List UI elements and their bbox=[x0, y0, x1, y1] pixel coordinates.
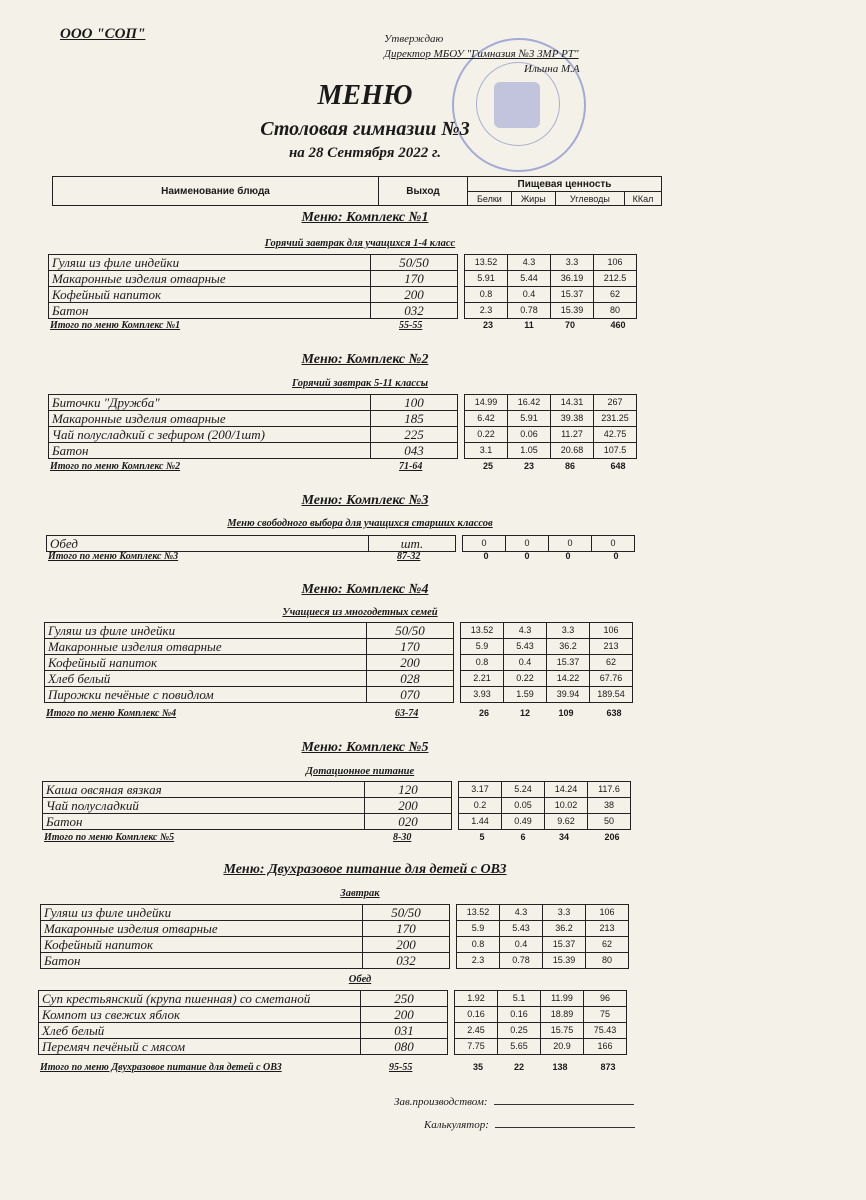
dish-output: 200 bbox=[363, 937, 450, 953]
dish-kcal: 75.43 bbox=[584, 1023, 627, 1039]
approval-name: Ильина М.А bbox=[524, 63, 580, 75]
cell-gap bbox=[454, 687, 461, 703]
table-row bbox=[43, 814, 631, 830]
cell-gap bbox=[448, 991, 455, 1007]
dish-carbs: 36.19 bbox=[551, 271, 594, 287]
cell-gap bbox=[458, 287, 465, 303]
table-row bbox=[49, 303, 637, 319]
menu-table bbox=[44, 622, 633, 703]
section-subtitle: Горячий завтрак для учащихся 1-4 класс bbox=[264, 238, 456, 249]
section-subtitle: Учащиеся из многодетных семей bbox=[282, 607, 438, 618]
total-row bbox=[50, 461, 660, 475]
header-protein: Белки bbox=[468, 192, 512, 206]
dish-fat: 0.49 bbox=[502, 814, 545, 830]
header-kcal: ККал bbox=[625, 192, 662, 206]
dish-output: 070 bbox=[367, 687, 454, 703]
total-row bbox=[48, 551, 658, 565]
total-output: 55-55 bbox=[399, 320, 423, 331]
dish-fat: 5.44 bbox=[508, 271, 551, 287]
dish-protein: 1.44 bbox=[459, 814, 502, 830]
approval-position: Директор МБОУ "Гимназия №3 ЗМР РТ" bbox=[384, 48, 579, 60]
dish-carbs: 39.38 bbox=[551, 411, 594, 427]
dish-kcal: 62 bbox=[594, 287, 637, 303]
dish-carbs: 20.68 bbox=[551, 443, 594, 459]
dish-name: Хлеб белый bbox=[45, 671, 367, 687]
total-fat: 11 bbox=[524, 320, 534, 330]
menu-table bbox=[40, 904, 629, 969]
dish-protein: 13.52 bbox=[457, 905, 500, 921]
dish-carbs: 36.2 bbox=[547, 639, 590, 655]
dish-kcal: 80 bbox=[586, 953, 629, 969]
dish-name: Макаронные изделия отварные bbox=[49, 271, 371, 287]
dish-name: Хлеб белый bbox=[39, 1023, 361, 1039]
signature-production-label: Зав.производством: bbox=[394, 1096, 488, 1108]
total-fat: 22 bbox=[513, 1062, 524, 1072]
dish-output: 020 bbox=[365, 814, 452, 830]
dish-name: Каша овсяная вязкая bbox=[43, 782, 365, 798]
dish-kcal: 80 bbox=[594, 303, 637, 319]
total-label: Итого по меню Комплекс №2 bbox=[50, 461, 181, 472]
menu-table bbox=[48, 394, 637, 459]
ovz-breakfast-title: Завтрак bbox=[340, 888, 380, 899]
cell-gap bbox=[448, 1023, 455, 1039]
dish-kcal: 213 bbox=[590, 639, 633, 655]
dish-protein: 0.8 bbox=[461, 655, 504, 671]
dish-output: 50/50 bbox=[371, 255, 458, 271]
dish-name: Батон bbox=[49, 303, 371, 319]
cell-gap bbox=[458, 443, 465, 459]
dish-carbs: 3.3 bbox=[543, 905, 586, 921]
dish-kcal: 213 bbox=[586, 921, 629, 937]
dish-protein: 1.92 bbox=[455, 991, 498, 1007]
total-output: 87-32 bbox=[397, 551, 421, 562]
dish-name: Кофейный напиток bbox=[49, 287, 371, 303]
dish-protein: 3.1 bbox=[465, 443, 508, 459]
dish-carbs: 11.27 bbox=[551, 427, 594, 443]
dish-fat: 0.06 bbox=[508, 427, 551, 443]
dish-fat: 4.3 bbox=[504, 623, 547, 639]
ovz-lunch-title: Обед bbox=[348, 974, 372, 985]
dish-output: 032 bbox=[363, 953, 450, 969]
dish-kcal: 62 bbox=[590, 655, 633, 671]
dish-output: 200 bbox=[361, 1007, 448, 1023]
section-subtitle: Дотационное питание bbox=[305, 766, 415, 777]
table-row bbox=[39, 1007, 627, 1023]
dish-fat: 5.24 bbox=[502, 782, 545, 798]
cell-gap bbox=[448, 1007, 455, 1023]
table-row bbox=[43, 782, 631, 798]
dish-protein: 6.42 bbox=[465, 411, 508, 427]
menu-table bbox=[46, 535, 635, 552]
total-row bbox=[50, 320, 660, 334]
dish-protein: 14.99 bbox=[465, 395, 508, 411]
table-row bbox=[39, 1039, 627, 1055]
dish-fat: 0.4 bbox=[508, 287, 551, 303]
dish-fat: 0.78 bbox=[500, 953, 543, 969]
total-carbs: 0 bbox=[565, 551, 571, 561]
dish-protein: 5.9 bbox=[457, 921, 500, 937]
total-output: 8-30 bbox=[393, 832, 412, 843]
dish-protein: 0.16 bbox=[455, 1007, 498, 1023]
dish-carbs: 36.2 bbox=[543, 921, 586, 937]
menu-table bbox=[38, 990, 627, 1055]
dish-output: 50/50 bbox=[367, 623, 454, 639]
dish-fat: 5.43 bbox=[500, 921, 543, 937]
dish-protein: 2.3 bbox=[465, 303, 508, 319]
dish-protein: 13.52 bbox=[465, 255, 508, 271]
dish-fat: 0.05 bbox=[502, 798, 545, 814]
dish-output: 170 bbox=[363, 921, 450, 937]
table-row bbox=[45, 639, 633, 655]
dish-name: Компот из свежих яблок bbox=[39, 1007, 361, 1023]
total-fat: 23 bbox=[523, 461, 534, 471]
total-kcal: 873 bbox=[600, 1062, 616, 1072]
dish-fat: 0.25 bbox=[498, 1023, 541, 1039]
cell-gap bbox=[454, 671, 461, 687]
dish-name: Обед bbox=[47, 536, 369, 552]
cell-gap bbox=[458, 427, 465, 443]
approval-label: Утверждаю bbox=[384, 33, 444, 45]
dish-kcal: 212.5 bbox=[594, 271, 637, 287]
total-label: Итого по меню Комплекс №3 bbox=[48, 551, 179, 562]
total-output: 63-74 bbox=[395, 708, 419, 719]
dish-name: Перемяч печёный с мясом bbox=[39, 1039, 361, 1055]
dish-fat: 5.1 bbox=[498, 991, 541, 1007]
total-label: Итого по меню Комплекс №5 bbox=[44, 832, 175, 843]
dish-fat: 1.05 bbox=[508, 443, 551, 459]
dish-name: Батон bbox=[49, 443, 371, 459]
dish-protein: 7.75 bbox=[455, 1039, 498, 1055]
cell-gap bbox=[452, 814, 459, 830]
dish-fat: 5.65 bbox=[498, 1039, 541, 1055]
table-row bbox=[41, 921, 629, 937]
section-title: Меню: Комплекс №4 bbox=[301, 582, 429, 597]
table-row bbox=[45, 655, 633, 671]
cell-gap bbox=[454, 623, 461, 639]
dish-fat: 0.4 bbox=[500, 937, 543, 953]
dish-kcal: 231.25 bbox=[594, 411, 637, 427]
dish-output: 031 bbox=[361, 1023, 448, 1039]
dish-carbs: 3.3 bbox=[547, 623, 590, 639]
dish-name: Батон bbox=[43, 814, 365, 830]
signature-calculator bbox=[424, 1119, 635, 1131]
dish-carbs: 15.39 bbox=[543, 953, 586, 969]
organization-name: ООО "СОП" bbox=[60, 26, 146, 42]
total-carbs: 109 bbox=[558, 708, 574, 718]
dish-fat: 0.22 bbox=[504, 671, 547, 687]
cell-gap bbox=[454, 639, 461, 655]
total-kcal: 0 bbox=[613, 551, 619, 561]
total-carbs: 34 bbox=[558, 832, 569, 842]
cell-gap bbox=[452, 782, 459, 798]
header-dish: Наименование блюда bbox=[53, 177, 379, 206]
dish-name: Чай полусладкий с зефиром (200/1шт) bbox=[49, 427, 371, 443]
header-fat: Жиры bbox=[511, 192, 555, 206]
total-fat: 0 bbox=[524, 551, 530, 561]
dish-kcal: 42.75 bbox=[594, 427, 637, 443]
dish-kcal: 38 bbox=[588, 798, 631, 814]
dish-carbs: 15.75 bbox=[541, 1023, 584, 1039]
table-row bbox=[49, 271, 637, 287]
total-fat: 6 bbox=[520, 832, 526, 842]
dish-carbs: 11.99 bbox=[541, 991, 584, 1007]
total-label: Итого по меню Комплекс №1 bbox=[50, 320, 181, 331]
dish-output: 032 bbox=[371, 303, 458, 319]
dish-output: 100 bbox=[371, 395, 458, 411]
dish-carbs: 20.9 bbox=[541, 1039, 584, 1055]
section-subtitle: Горячий завтрак 5-11 классы bbox=[291, 378, 429, 389]
table-row bbox=[49, 411, 637, 427]
total-protein: 35 bbox=[472, 1062, 483, 1072]
dish-carbs: 15.37 bbox=[551, 287, 594, 303]
total-carbs: 138 bbox=[552, 1062, 568, 1072]
dish-carbs: 14.24 bbox=[545, 782, 588, 798]
cell-gap bbox=[452, 798, 459, 814]
table-row bbox=[39, 991, 627, 1007]
page-title: МЕНЮ bbox=[317, 80, 413, 111]
dish-name: Макаронные изделия отварные bbox=[49, 411, 371, 427]
header-carbs: Углеводы bbox=[555, 192, 624, 206]
dish-output: 200 bbox=[365, 798, 452, 814]
dish-carbs: 15.39 bbox=[551, 303, 594, 319]
dish-protein: 13.52 bbox=[461, 623, 504, 639]
menu-table bbox=[48, 254, 637, 319]
dish-carbs: 18.89 bbox=[541, 1007, 584, 1023]
total-label: Итого по меню Комплекс №4 bbox=[46, 708, 177, 719]
signature-calculator-label: Калькулятор: bbox=[424, 1119, 489, 1131]
dish-protein: 5.91 bbox=[465, 271, 508, 287]
total-output: 95-55 bbox=[389, 1062, 413, 1073]
cell-gap bbox=[450, 937, 457, 953]
dish-fat: 5.43 bbox=[504, 639, 547, 655]
cell-gap bbox=[458, 395, 465, 411]
table-row bbox=[47, 536, 635, 552]
table-row bbox=[41, 905, 629, 921]
total-protein: 26 bbox=[478, 708, 489, 718]
dish-kcal: 267 bbox=[594, 395, 637, 411]
dish-carbs: 10.02 bbox=[545, 798, 588, 814]
dish-name: Батон bbox=[41, 953, 363, 969]
total-fat: 12 bbox=[519, 708, 530, 718]
dish-fat: 4.3 bbox=[500, 905, 543, 921]
section-title: Меню: Комплекс №3 bbox=[301, 493, 429, 508]
cell-gap bbox=[450, 905, 457, 921]
menu-table bbox=[42, 781, 631, 830]
table-row bbox=[49, 395, 637, 411]
dish-fat: 16.42 bbox=[508, 395, 551, 411]
dish-output: 043 bbox=[371, 443, 458, 459]
cell-gap bbox=[454, 655, 461, 671]
dish-protein: 2.45 bbox=[455, 1023, 498, 1039]
dish-protein: 0.22 bbox=[465, 427, 508, 443]
table-row bbox=[43, 798, 631, 814]
total-carbs: 86 bbox=[564, 461, 575, 471]
page-subtitle: Столовая гимназии №3 bbox=[260, 118, 470, 140]
dish-protein: 0.8 bbox=[465, 287, 508, 303]
dish-protein: 3.17 bbox=[459, 782, 502, 798]
total-carbs: 70 bbox=[564, 320, 575, 330]
total-protein: 25 bbox=[482, 461, 493, 471]
dish-name: Макаронные изделия отварные bbox=[41, 921, 363, 937]
total-kcal: 648 bbox=[610, 461, 626, 471]
dish-output: 250 bbox=[361, 991, 448, 1007]
dish-protein: 0.8 bbox=[457, 937, 500, 953]
dish-kcal: 0 bbox=[592, 536, 635, 552]
dish-kcal: 166 bbox=[584, 1039, 627, 1055]
cell-gap bbox=[458, 303, 465, 319]
cell-gap bbox=[456, 536, 463, 552]
dish-fat: 0.16 bbox=[498, 1007, 541, 1023]
table-row bbox=[39, 1023, 627, 1039]
dish-kcal: 67.76 bbox=[590, 671, 633, 687]
cell-gap bbox=[458, 255, 465, 271]
dish-carbs: 0 bbox=[549, 536, 592, 552]
dish-output: 50/50 bbox=[363, 905, 450, 921]
dish-carbs: 3.3 bbox=[551, 255, 594, 271]
signature-production bbox=[394, 1096, 634, 1108]
dish-output: 120 bbox=[365, 782, 452, 798]
table-row bbox=[45, 623, 633, 639]
cell-gap bbox=[448, 1039, 455, 1055]
total-protein: 5 bbox=[479, 832, 485, 842]
dish-carbs: 15.37 bbox=[543, 937, 586, 953]
total-kcal: 460 bbox=[610, 320, 626, 330]
table-row bbox=[41, 953, 629, 969]
dish-protein: 0 bbox=[463, 536, 506, 552]
dish-protein: 5.9 bbox=[461, 639, 504, 655]
dish-kcal: 106 bbox=[594, 255, 637, 271]
dish-name: Биточки "Дружба" bbox=[49, 395, 371, 411]
total-protein: 23 bbox=[482, 320, 493, 330]
approval-block bbox=[384, 32, 580, 77]
dish-carbs: 14.22 bbox=[547, 671, 590, 687]
cell-gap bbox=[458, 271, 465, 287]
dish-name: Суп крестьянский (крупа пшенная) со сметаной bbox=[39, 991, 361, 1007]
total-row bbox=[44, 832, 654, 846]
header-nutrition: Пищевая ценность bbox=[468, 177, 662, 192]
dish-kcal: 75 bbox=[584, 1007, 627, 1023]
dish-kcal: 117.6 bbox=[588, 782, 631, 798]
table-row bbox=[49, 255, 637, 271]
table-row bbox=[49, 287, 637, 303]
dish-output: 170 bbox=[367, 639, 454, 655]
menu-date: на 28 Сентября 2022 г. bbox=[288, 145, 442, 161]
dish-output: 185 bbox=[371, 411, 458, 427]
section-title: Меню: Комплекс №2 bbox=[301, 352, 429, 367]
dish-fat: 0.78 bbox=[508, 303, 551, 319]
dish-name: Пирожки печёные с повидлом bbox=[45, 687, 367, 703]
dish-protein: 3.93 bbox=[461, 687, 504, 703]
dish-kcal: 106 bbox=[586, 905, 629, 921]
total-label: Итого по меню Двухразовое питание для детей с ОВЗ bbox=[40, 1062, 282, 1073]
table-header bbox=[52, 176, 662, 206]
total-row bbox=[40, 1062, 650, 1076]
dish-kcal: 107.5 bbox=[594, 443, 637, 459]
cell-gap bbox=[458, 411, 465, 427]
total-row bbox=[46, 708, 656, 722]
dish-fat: 0.4 bbox=[504, 655, 547, 671]
dish-fat: 0 bbox=[506, 536, 549, 552]
dish-protein: 2.21 bbox=[461, 671, 504, 687]
dish-kcal: 96 bbox=[584, 991, 627, 1007]
dish-name: Гуляш из филе индейки bbox=[41, 905, 363, 921]
dish-output: шт. bbox=[369, 536, 456, 552]
total-kcal: 638 bbox=[606, 708, 622, 718]
dish-carbs: 15.37 bbox=[547, 655, 590, 671]
table-row bbox=[45, 687, 633, 703]
dish-name: Кофейный напиток bbox=[41, 937, 363, 953]
dish-kcal: 106 bbox=[590, 623, 633, 639]
header-output: Выход bbox=[379, 177, 468, 206]
dish-name: Гуляш из филе индейки bbox=[45, 623, 367, 639]
dish-name: Макаронные изделия отварные bbox=[45, 639, 367, 655]
total-protein: 0 bbox=[483, 551, 489, 561]
dish-carbs: 9.62 bbox=[545, 814, 588, 830]
dish-carbs: 39.94 bbox=[547, 687, 590, 703]
dish-fat: 5.91 bbox=[508, 411, 551, 427]
dish-output: 225 bbox=[371, 427, 458, 443]
cell-gap bbox=[450, 953, 457, 969]
section-title: Меню: Комплекс №5 bbox=[301, 740, 429, 755]
section-title: Меню: Комплекс №1 bbox=[301, 210, 429, 225]
dish-output: 028 bbox=[367, 671, 454, 687]
dish-carbs: 14.31 bbox=[551, 395, 594, 411]
dish-name: Гуляш из филе индейки bbox=[49, 255, 371, 271]
ovz-title: Меню: Двухразовое питание для детей с ОВЗ bbox=[223, 862, 507, 877]
dish-output: 200 bbox=[371, 287, 458, 303]
dish-fat: 4.3 bbox=[508, 255, 551, 271]
table-row bbox=[41, 937, 629, 953]
dish-protein: 0.2 bbox=[459, 798, 502, 814]
dish-output: 170 bbox=[371, 271, 458, 287]
total-kcal: 206 bbox=[604, 832, 620, 842]
dish-output: 080 bbox=[361, 1039, 448, 1055]
dish-output: 200 bbox=[367, 655, 454, 671]
table-row bbox=[49, 443, 637, 459]
section-subtitle: Меню свободного выбора для учащихся старших классов bbox=[227, 518, 493, 529]
dish-kcal: 62 bbox=[586, 937, 629, 953]
table-row bbox=[49, 427, 637, 443]
total-output: 71-64 bbox=[399, 461, 423, 472]
dish-name: Кофейный напиток bbox=[45, 655, 367, 671]
table-row bbox=[45, 671, 633, 687]
dish-kcal: 50 bbox=[588, 814, 631, 830]
dish-kcal: 189.54 bbox=[590, 687, 633, 703]
dish-protein: 2.3 bbox=[457, 953, 500, 969]
cell-gap bbox=[450, 921, 457, 937]
dish-name: Чай полусладкий bbox=[43, 798, 365, 814]
dish-fat: 1.59 bbox=[504, 687, 547, 703]
